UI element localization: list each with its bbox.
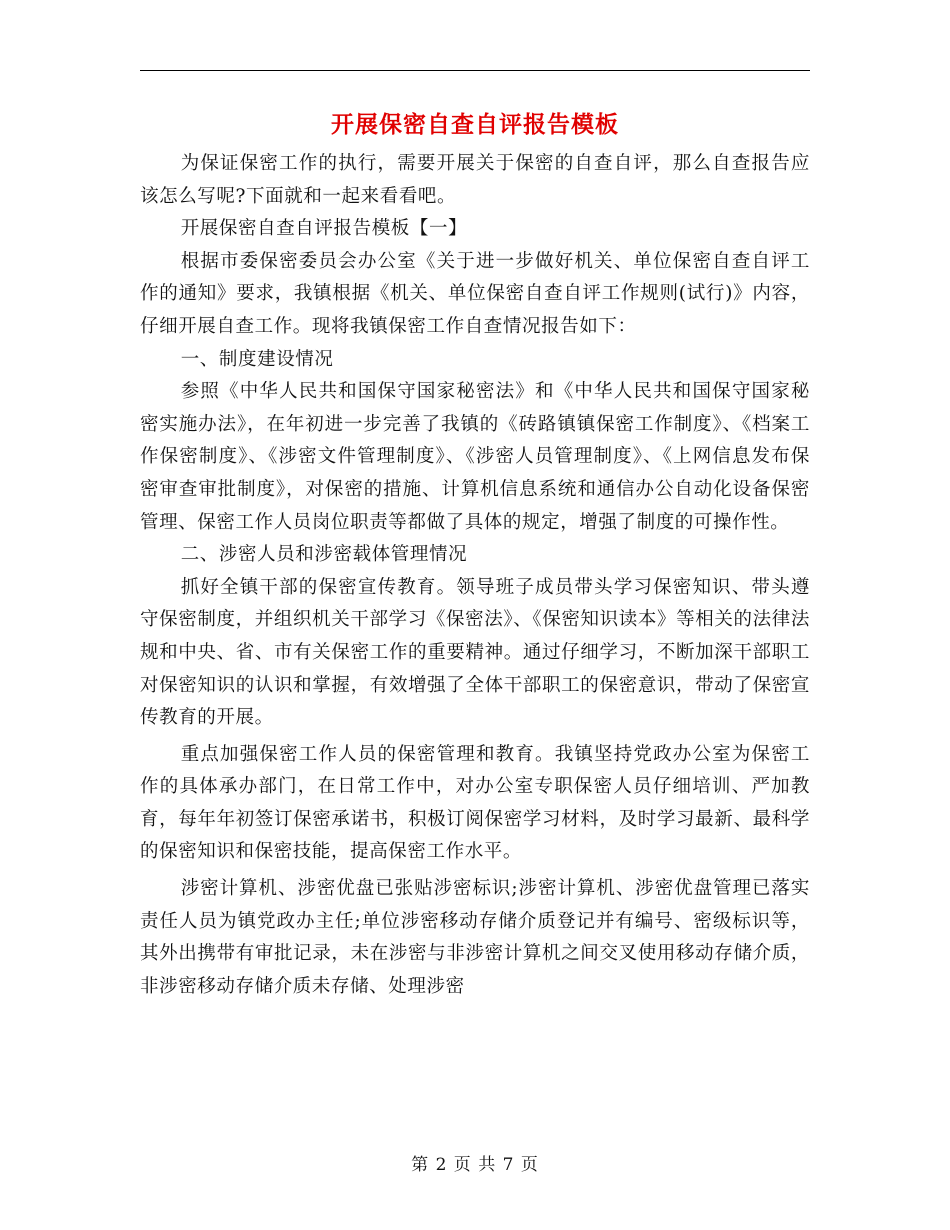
paragraph-staff: 重点加强保密工作人员的保密管理和教育。我镇坚持党政办公室为保密工作的具体承办部门，在日常工作中，对办公室专职保密人员仔细培训、严加教育，每年年初签订保密承诺书，积极订阅保密学习材料，及时学习最新、最科学的保密知识和保密技能，提高保密工作水平。 [140, 743, 810, 863]
paragraph-intro: 为保证保密工作的执行，需要开展关于保密的自查自评，那么自查报告应该怎么写呢?下面就和一起来看看吧。 [140, 153, 810, 207]
header-rule [140, 70, 810, 71]
section-heading-template-1: 开展保密自查自评报告模板【一】 [180, 218, 468, 240]
section-heading-personnel: 二、涉密人员和涉密载体管理情况 [180, 544, 468, 566]
paragraph-system: 参照《中华人民共和国保守国家秘密法》和《中华人民共和国保守国家秘密实施办法》，在年初进一步完善了我镇的《砖路镇镇保密工作制度》、《档案工作保密制度》、《涉密文件管理制度》、《涉密人员管理制度》、《上网信息发布保密审查审批制度》，对保密的措施、计算机信息系统和通信办公自动化设备保密管理、保密工作人员岗位职责等都做了具体的规定，增强了制度的可操作性。 [140, 381, 810, 533]
paragraph-basis: 根据市委保密委员会办公室《关于进一步做好机关、单位保密自查自评工作的通知》要求，我镇根据《机关、单位保密自查自评工作规则(试行)》内容，仔细开展自查工作。现将我镇保密工作自查情况报告如下： [140, 250, 810, 337]
document-title: 开展保密自查自评报告模板 [331, 112, 619, 138]
page-number-footer: 第 2 页 共 7 页 [411, 1155, 539, 1175]
section-heading-system: 一、制度建设情况 [180, 348, 334, 370]
document-body [140, 148, 810, 1003]
paragraph-devices: 涉密计算机、涉密优盘已张贴涉密标识;涉密计算机、涉密优盘管理已落实责任人员为镇党政办主任;单位涉密移动存储介质登记并有编号、密级标识等，其外出携带有审批记录，未在涉密与非涉密计算机之间交叉使用移动存储介质，非涉密移动存储介质未存储、处理涉密 [140, 878, 810, 997]
paragraph-education: 抓好全镇干部的保密宣传教育。领导班子成员带头学习保密知识、带头遵守保密制度，并组织机关干部学习《保密法》、《保密知识读本》等相关的法律法规和中央、省、市有关保密工作的重要精神。通过仔细学习，不断加深干部职工对保密知识的认识和掌握，有效增强了全体干部职工的保密意识，带动了保密宣传教育的开展。 [140, 576, 810, 729]
